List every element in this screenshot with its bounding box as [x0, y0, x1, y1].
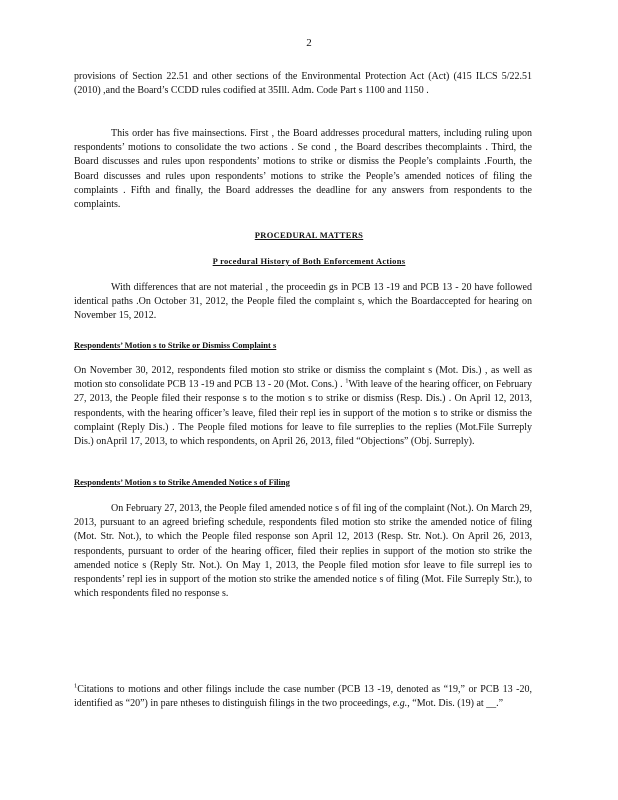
footnote-text-after: , “Mot. Dis. (19) at __.” [407, 698, 504, 710]
p4-text-after: With leave of the hearing officer, on February 27, 2013, the People filed their response s to the motion s to strike or dismiss (Resp. Dis.) . On April 12, 2013, respondents, with the hearing officer’s leave, filed their repl ies in support of the motion s to strike or dismiss the complaint (Reply Dis.) . The People filed motions for leave to file surreplies to the replies (Mot.File Surreply Dis.) onApril 17, 2013, to which respondents, on April 26, 2013, filed “Objections” (Obj. Surreply). [74, 379, 533, 448]
subheading-motions-strike-amended: Respondents’ Motion s to Strike Amended Notice s of Filing [74, 477, 290, 487]
paragraph-motions-strike-amended: On February 27, 2013, the People filed amended notice s of fil ing of the complaint (Not.). On March 29, 2013, pursuant to an agreed briefing schedule, respondents filed motion sto strike the amended notice of filing (Mot. Str. Not.), to which the People filed response son April 12, 2013 (Resp. Str. Not.). On April 26, 2013, respondents, pursuant to order of the hearing officer, filed their replies in support of the motion sto strike the amended notice s (Reply Str. Not.). On May 1, 2013, the People filed motion sfor leave to file surrepl ies to respondents’ repl ies in support of the motion sto strike the amended notice s of filing (Mot. File Surreply Str.), to which respondents filed no response s. [74, 503, 533, 600]
page-number: 2 [306, 37, 312, 49]
heading-procedural-history [0, 256, 618, 266]
paragraph-procedural-history: With differences that are not material , the proceedin gs in PCB 13 -19 and PCB 13 - 20 have followed identical paths .On October 31, 2012, the People filed the complaint s, which the Boardaccepted for hearing on November 15, 2012. [74, 282, 532, 322]
paragraph-order-overview: This order has five mainsections. First , the Board addresses procedural matters, including ruling upon respondents’ motions to consolidate the two actions . Se cond , the Board describes thecomplaints . Third, the Board discusses and rules upon respondents’ motions to strike or dismiss the People’s complaints .Fourth, the Board discusses and rules upon respondents’ motions to strike the People’s amended notices of filing the complaints . Fifth and finally, the Board addresses the deadline for any answers from respondents to the complaints. [74, 128, 532, 211]
footnote-marker: 1 [74, 682, 78, 690]
paragraph-statute-intro: provisions of Section 22.51 and other sections of the Environmental Protection Act (Act) (415 ILCS 5/22.51 (2010) ,and the Board’s CCDD rules codified at 35Ill. Adm. Code Part s 1100 and 1150 . [74, 71, 532, 97]
subheading-motions-strike-dismiss: Respondents’ Motion s to Strike or Dismiss Complaint s [74, 340, 277, 350]
footnote-1 [74, 683, 532, 711]
heading-procedural-matters-text: PROCEDURAL MATTERS [254, 230, 364, 240]
footnote-reference: 1 [345, 377, 349, 385]
heading-procedural-history-text: P rocedural History of Both Enforcement Actions [212, 256, 406, 266]
p4-text-before: On November 30, 2012, respondents filed motion sto strike or dismiss the complaint s (Mot. Dis.) , as well as motion sto consolidate PCB 13 -19 and PCB 13 - 20 (Mot. Cons.) . [74, 365, 532, 391]
heading-procedural-matters [0, 230, 618, 240]
footnote-text-before: Citations to motions and other filings include the case number (PCB 13 -19, denoted as “19,” or PCB 13 -20, identified as “20”) in pare ntheses to distinguish filings in the two proceedings, [74, 684, 532, 710]
footnote-eg: e.g. [392, 698, 408, 710]
paragraph-motions-strike-dismiss [74, 364, 532, 449]
